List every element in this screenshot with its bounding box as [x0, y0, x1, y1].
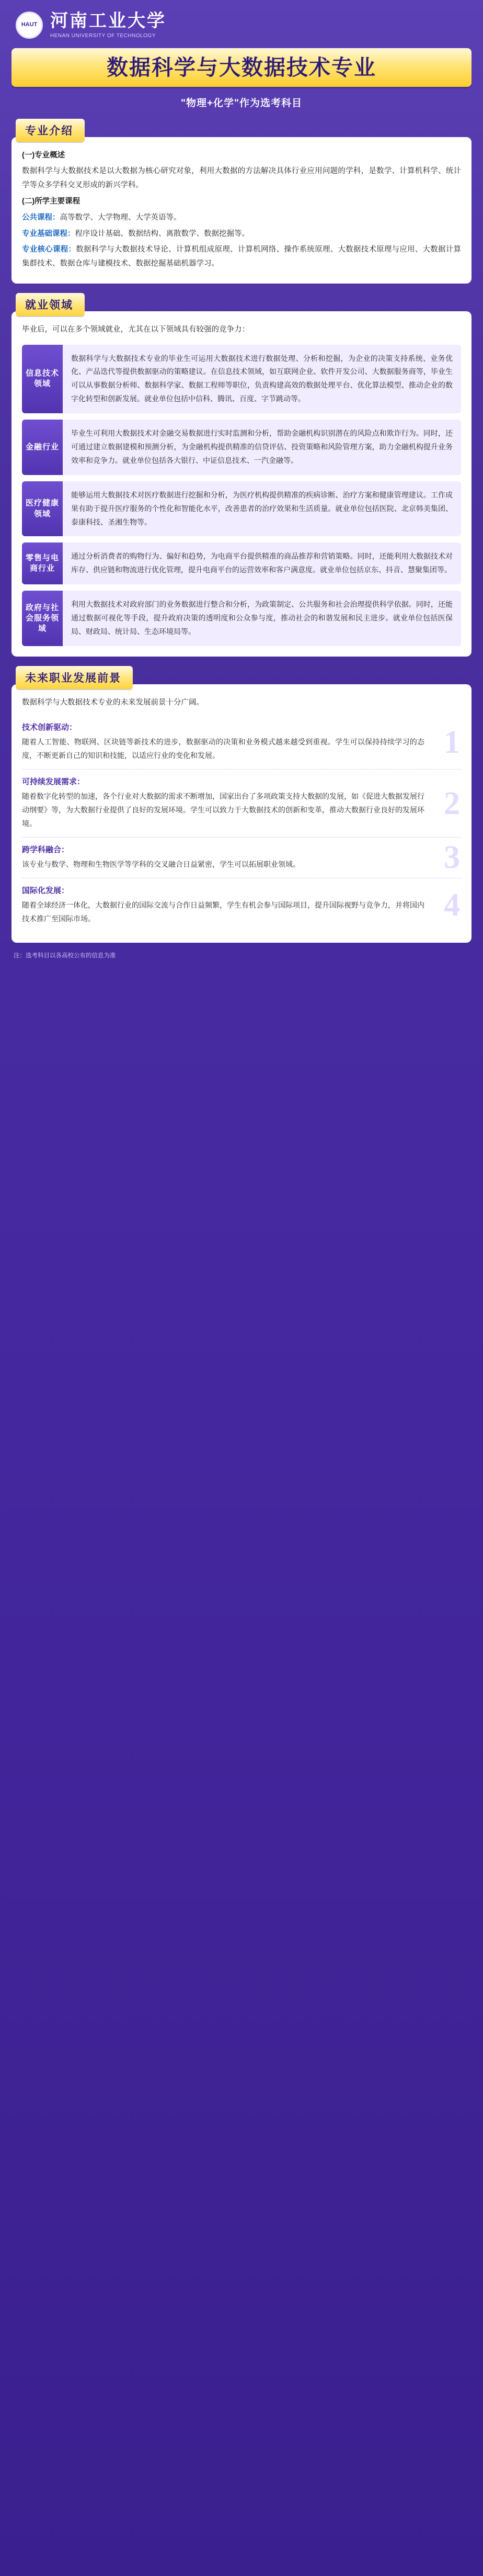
- future-item-title: 跨学科融合：: [22, 845, 70, 854]
- section-future-body: [12, 684, 472, 943]
- future-item: [22, 769, 461, 837]
- intro-course-public: [22, 211, 461, 225]
- employment-row-text: 能够运用大数据技术对医疗数据进行挖掘和分析，为医疗机构提供精准的疾病诊断、治疗方案和健康管理建议。工作成果有助于提升医疗服务的个性化和智能化水平，改善患者的治疗效果和生活质量。就业单位包括医院、北京韩美集团、泰康科技、圣湘生物等。: [63, 481, 461, 537]
- employment-row: [22, 345, 461, 414]
- future-item-text: 随着数字化转型的加速，各个行业对大数据的需求不断增加，国家出台了多项政策支持大数据的发展，如《促进大数据发展行动纲要》等，为大数据行业提供了良好的发展环境。学生可以致力于大数据技术的创新和变革，推动大数据行业良好的发展环境。: [22, 792, 424, 828]
- intro-p1-label: (一)专业概述: [22, 151, 65, 160]
- section-intro-heading: 专业介绍: [16, 119, 85, 142]
- future-item-text: 随着人工智能、物联网、区块链等新技术的进步，数据驱动的决策和业务模式越来越受到重视。学生可以保持持续学习的态度，不断更新自己的知识和技能，以适应行业的变化和发展。: [22, 738, 424, 760]
- future-item: [22, 715, 461, 769]
- university-header: [0, 0, 483, 44]
- section-employment-heading: 就业领域: [16, 293, 85, 316]
- section-future: [12, 666, 472, 943]
- intro-course-basic-label: 专业基础课程：: [22, 229, 75, 238]
- employment-row-tag: 零售与电商行业: [22, 543, 63, 584]
- intro-course-basic: [22, 227, 461, 241]
- page-subtitle: "物理+化学"作为选考科目: [180, 97, 303, 109]
- university-names: [50, 12, 166, 39]
- employment-row-tag: 信息技术领域: [22, 345, 63, 414]
- employment-row: [22, 543, 461, 584]
- future-item-title: 技术创新驱动：: [22, 723, 77, 732]
- future-item-number: 2: [444, 785, 460, 821]
- employment-row-tag: 医疗健康领域: [22, 481, 63, 537]
- employment-row: [22, 481, 461, 537]
- employment-row-tag: 金融行业: [22, 420, 63, 475]
- future-item-number: 1: [444, 724, 460, 760]
- intro-course-basic-text: 程序设计基础、数据结构、离散数学、数据挖掘等。: [75, 229, 249, 238]
- footer-note: 注：选考科目以各高校公布的信息为准: [14, 952, 116, 959]
- future-item: [22, 878, 461, 932]
- intro-p2-label: (二)所学主要课程: [22, 197, 80, 206]
- university-name-cn: 河南工业大学: [50, 11, 166, 31]
- employment-row-tag: 政府与社会服务领域: [22, 591, 63, 646]
- future-item-title: 可持续发展需求：: [22, 777, 85, 787]
- employment-row-text: 利用大数据技术对政府部门的业务数据进行整合和分析，为政策制定、公共服务和社会治理提供科学依据。同时，还能通过数据可视化等手段，提升政府决策的透明度和公众参与度，推动社会的和谐发展和民主进步。就业单位包括医保局、财政局、统计局、生态环境局等。: [63, 591, 461, 646]
- future-intro: 数据科学与大数据技术专业的未来发展前景十分广阔。: [22, 698, 204, 707]
- title-banner: [12, 48, 472, 86]
- future-item: [22, 837, 461, 878]
- intro-p1-text: 数据科学与大数据技术是以大数据为核心研究对象，利用大数据的方法解决具体行业应用问题的学科，是数学、计算机科学、统计学等众多学科交叉形成的新兴学科。: [22, 167, 461, 190]
- intro-course-public-text: 高等数学、大学物理、大学英语等。: [60, 213, 181, 222]
- employment-row-text: 通过分析消费者的购物行为、偏好和趋势，为电商平台提供精准的商品推荐和营销策略。同时，还能利用大数据技术对库存、供应链和物流进行优化管理，提升电商平台的运营效率和客户满意度。就业单位包括京东、抖音、慧聚集团等。: [63, 543, 461, 584]
- future-item-number: 3: [444, 840, 460, 876]
- future-item-title: 国际化发展：: [22, 886, 70, 895]
- intro-course-core: [22, 243, 461, 271]
- employment-row-text: 毕业生可利用大数据技术对金融交易数据进行实时监测和分析，帮助金融机构识别潜在的风险点和欺诈行为。同时，还可通过建立数据建模和预测分析，为金融机构提供精准的信贷评估、投资策略和风险管理方案，助力金融机构提升业务效率和竞争力。就业单位包括各大银行、中证信息技术、一汽金融等。: [63, 420, 461, 475]
- future-item-text: 随着全球经济一体化，大数据行业的国际交流与合作日益频繁，学生有机会参与国际项目，提升国际视野与竞争力，并将国内技术推广至国际市场。: [22, 900, 424, 923]
- future-item-text: 该专业与数学、物理和生物医学等学科的交叉融合日益紧密，学生可以拓展职业领域。: [22, 860, 300, 868]
- intro-course-core-label: 专业核心课程：: [22, 245, 76, 254]
- section-intro-body: [12, 137, 472, 284]
- section-employment: [12, 293, 472, 657]
- intro-course-core-text: 数据科学与大数据技术导论、计算机组成原理、计算机网络、操作系统原理、大数据技术原理与应用、大数据计算集群技术、数据仓库与建模技术、数据挖掘基础机器学习。: [22, 245, 461, 268]
- employment-row-text: 数据科学与大数据技术专业的毕业生可运用大数据技术进行数据处理、分析和挖掘，为企业的决策支持系统、业务优化、产品迭代等提供数据驱动的策略建议。在信息技术领域，如互联网企业、软件开发公司、大数据服务商等，毕业生可以从事数据分析师、数据科学家、数据工程师等职位，负责构建高效的数据处理平台、优化算法模型、推动企业的数字化转型和创新发展。就业单位包括中信科、腾讯、百度、字节跳动等。: [63, 345, 461, 414]
- employment-intro: 毕业后，可以在多个领域就业，尤其在以下领域具有较强的竞争力：: [22, 325, 249, 334]
- employment-row: [22, 420, 461, 475]
- intro-course-public-label: 公共课程：: [22, 213, 60, 222]
- section-future-heading: 未来职业发展前景: [16, 666, 133, 689]
- university-logo-icon: HAUT: [16, 12, 43, 39]
- section-employment-body: [12, 311, 472, 657]
- university-name-en: HENAN UNIVERSITY OF TECHNOLOGY: [50, 33, 156, 39]
- future-item-number: 4: [444, 887, 460, 923]
- page-title: 数据科学与大数据技术专业: [107, 55, 376, 80]
- employment-row: [22, 591, 461, 646]
- section-intro: [12, 119, 472, 284]
- employment-rows: [22, 345, 461, 646]
